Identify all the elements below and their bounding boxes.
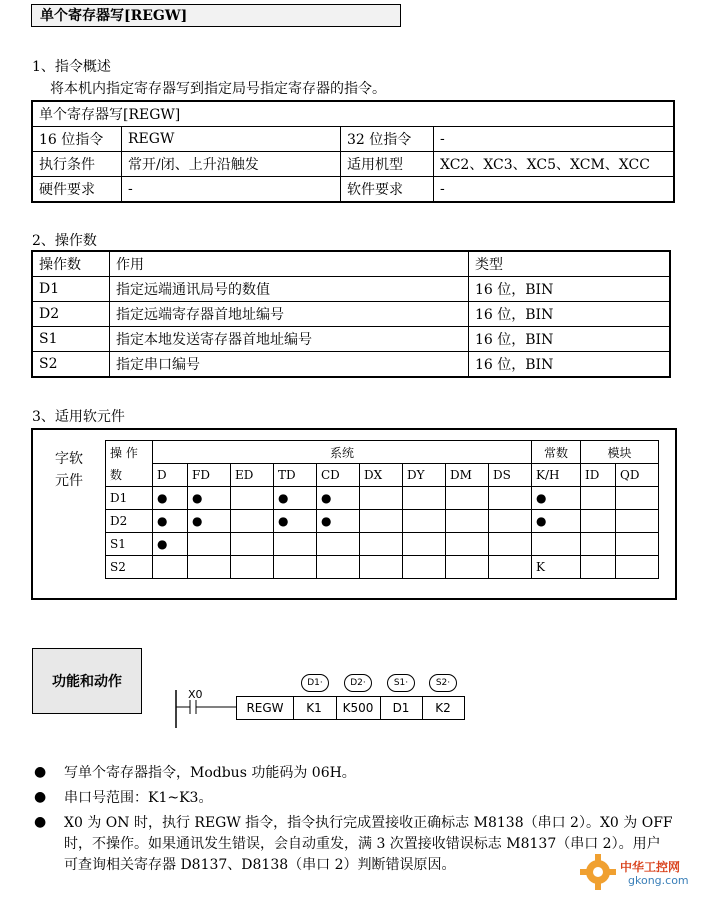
device-cell (489, 556, 532, 579)
device-col-header: TD (274, 464, 317, 487)
device-cell: ● (153, 533, 188, 556)
overview-cell: 软件要求 (341, 177, 434, 203)
overview-cell: - (122, 177, 341, 203)
operand-cell: S2 (32, 352, 110, 378)
bullet-text: 串口号范围：K1~K3。 (64, 790, 213, 806)
device-cell: ● (153, 487, 188, 510)
device-cell (231, 533, 274, 556)
device-cell (616, 510, 659, 533)
device-row-name: D1 (106, 487, 153, 510)
device-cell: ● (274, 487, 317, 510)
operand-cell: 指定远端通讯局号的数值 (110, 277, 469, 302)
device-cell (616, 533, 659, 556)
device-cell (317, 533, 360, 556)
operand-cell: 16 位，BIN (469, 302, 671, 327)
device-col-header: CD (317, 464, 360, 487)
overview-cell: 32 位指令 (341, 127, 434, 152)
operand-oval: D2· (344, 674, 372, 692)
device-cell (231, 556, 274, 579)
device-cell (231, 487, 274, 510)
device-cell: ● (188, 510, 231, 533)
overview-cell: 适用机型 (341, 152, 434, 177)
device-cell (616, 556, 659, 579)
device-cell (489, 487, 532, 510)
device-cell (581, 533, 616, 556)
device-cell (274, 533, 317, 556)
section1-desc: 将本机内指定寄存器写到指定局号指定寄存器的指令。 (50, 81, 386, 97)
function-box: 功能和动作 (32, 648, 142, 714)
operand-cell: 16 位，BIN (469, 352, 671, 378)
device-row-name: S1 (106, 533, 153, 556)
instr-cell: K2 (422, 696, 465, 720)
device-cell (403, 556, 446, 579)
operand-header: 操作数 (32, 251, 110, 277)
operand-header: 类型 (469, 251, 671, 277)
overview-cell: - (434, 127, 675, 152)
instr-cell: D1 (380, 696, 423, 720)
device-col-header: DS (489, 464, 532, 487)
operand-oval: S1· (387, 674, 415, 692)
device-col-header: DM (446, 464, 489, 487)
bullet-dot: ● (34, 814, 47, 830)
device-cell (489, 510, 532, 533)
overview-table (31, 100, 675, 203)
device-cell (446, 487, 489, 510)
device-cell: K (532, 556, 581, 579)
bullet-dot: ● (34, 789, 47, 805)
device-cell (360, 556, 403, 579)
operand-header: 作用 (110, 251, 469, 277)
overview-cell: 执行条件 (32, 152, 122, 177)
operand-cell: S1 (32, 327, 110, 352)
device-cell (446, 510, 489, 533)
device-cell: ● (317, 510, 360, 533)
device-cell: ● (153, 510, 188, 533)
device-cell (360, 510, 403, 533)
device-col-header: DX (360, 464, 403, 487)
device-cell (403, 510, 446, 533)
operand-oval: S2· (429, 674, 457, 692)
section2-heading: 2、操作数 (32, 233, 97, 249)
device-cell (446, 533, 489, 556)
device-col-header: K/H (532, 464, 581, 487)
overview-table-title: 单个寄存器写[REGW] (32, 101, 674, 127)
group-const: 常数 (532, 441, 581, 464)
overview-cell: REGW (122, 127, 341, 152)
device-cell: ● (532, 510, 581, 533)
operand-table (31, 250, 671, 378)
instr-cell: K1 (292, 696, 337, 720)
device-row (106, 510, 659, 533)
device-table (105, 440, 659, 579)
device-cell (489, 533, 532, 556)
overview-cell: 硬件要求 (32, 177, 122, 203)
device-cell (581, 487, 616, 510)
operand-label: 操 作 数 (106, 441, 153, 487)
device-row (106, 556, 659, 579)
device-cell: ● (274, 510, 317, 533)
device-cell (403, 533, 446, 556)
bullet-dot: ● (34, 764, 47, 780)
operand-oval: D1· (301, 674, 329, 692)
gear-icon (578, 852, 618, 892)
overview-cell: - (434, 177, 675, 203)
device-cell (188, 556, 231, 579)
operand-cell: 16 位，BIN (469, 277, 671, 302)
operand-cell: D1 (32, 277, 110, 302)
device-cell (317, 556, 360, 579)
device-col-header: DY (403, 464, 446, 487)
overview-cell: 16 位指令 (32, 127, 122, 152)
device-cell (231, 510, 274, 533)
device-row-name: D2 (106, 510, 153, 533)
device-cell (274, 556, 317, 579)
device-col-header: D (153, 464, 188, 487)
device-cell: ● (532, 487, 581, 510)
device-row (106, 533, 659, 556)
device-cell (360, 487, 403, 510)
device-col-header: FD (188, 464, 231, 487)
device-cell (403, 487, 446, 510)
instr-cell: REGW (236, 696, 294, 720)
operand-cell: 指定串口编号 (110, 352, 469, 378)
section3-heading: 3、适用软元件 (32, 409, 125, 425)
operand-cell: 指定远端寄存器首地址编号 (110, 302, 469, 327)
device-row (106, 487, 659, 510)
group-module: 模块 (581, 441, 659, 464)
device-cell (360, 533, 403, 556)
device-table-frame (31, 428, 677, 600)
overview-cell: 常开/闭、上升沿触发 (122, 152, 341, 177)
page-title: 单个寄存器写[REGW] (31, 4, 401, 27)
operand-cell: D2 (32, 302, 110, 327)
overview-cell: XC2、XC3、XC5、XCM、XCC (434, 152, 675, 177)
device-col-header: ID (581, 464, 616, 487)
section1-heading: 1、指令概述 (32, 59, 111, 75)
watermark-top: 中华工控网 (620, 860, 681, 874)
device-cell (188, 533, 231, 556)
bullet-text: 写单个寄存器指令，Modbus 功能码为 06H。 (64, 765, 356, 781)
operand-cell: 指定本地发送寄存器首地址编号 (110, 327, 469, 352)
contact-label: X0 (188, 688, 203, 701)
device-cell: ● (188, 487, 231, 510)
word-device-label: 字软 元件 (55, 451, 83, 489)
instr-cell: K500 (336, 696, 381, 720)
device-cell (581, 510, 616, 533)
bullet-text: X0 为 ON 时，执行 REGW 指令，指令执行完成置接收正确标志 M8138（串口 2）。X0 为 OFF 时，不操作。如果通讯发生错误，会自动重发，满 3 次置接收错误标志 M8137（串口 2）。用户可查询相关寄存器 D8137、D8138（串口 2）判断错误原因。 (64, 815, 673, 873)
device-cell (153, 556, 188, 579)
device-cell (581, 556, 616, 579)
operand-cell: 16 位，BIN (469, 327, 671, 352)
device-col-header: ED (231, 464, 274, 487)
watermark-bottom: gkong.com (628, 874, 689, 887)
device-cell (616, 487, 659, 510)
device-cell (446, 556, 489, 579)
device-cell (532, 533, 581, 556)
device-cell: ● (317, 487, 360, 510)
device-row-name: S2 (106, 556, 153, 579)
group-system: 系统 (153, 441, 532, 464)
device-col-header: QD (616, 464, 659, 487)
